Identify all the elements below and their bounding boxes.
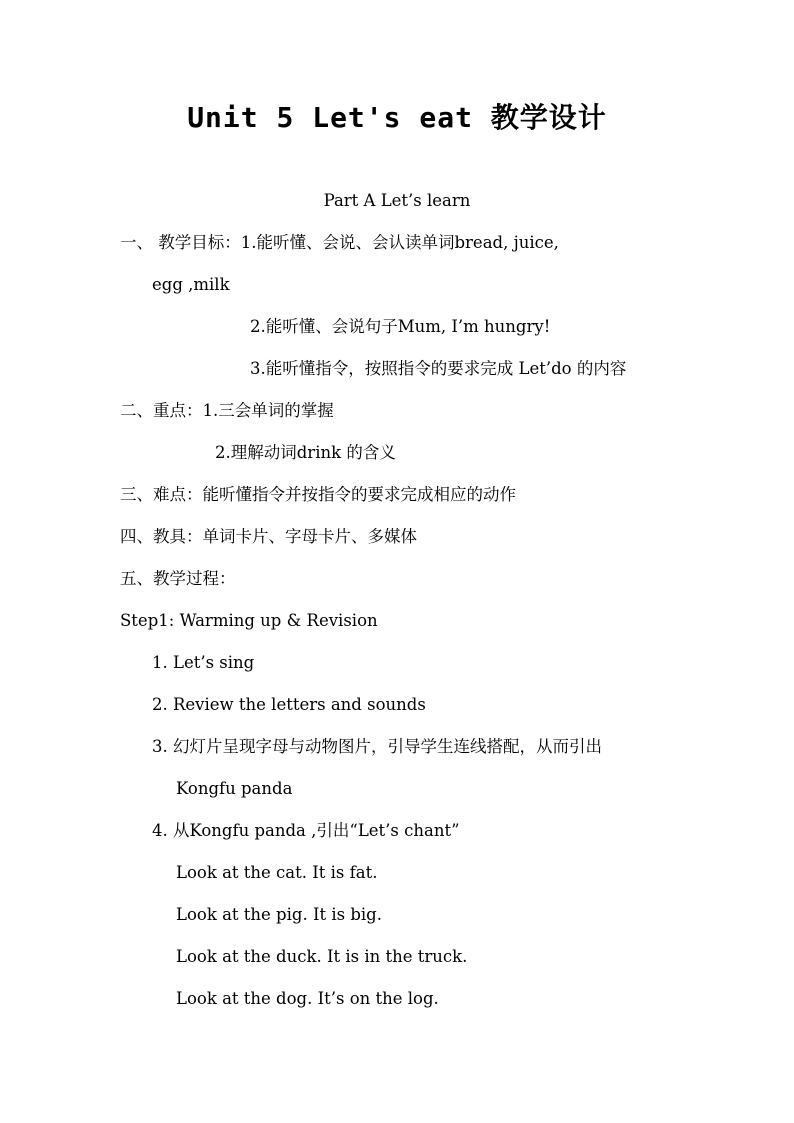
step-item-continuation: Kongfu panda: [176, 779, 293, 798]
step1-heading: Step1: Warming up & Revision: [120, 611, 378, 630]
step-item: 3. 幻灯片呈现字母与动物图片，引导学生连线搭配，从而引出: [152, 737, 602, 756]
key-points-line: 二、重点：1.三会单词的掌握: [120, 401, 334, 420]
teaching-aids-line: 四、教具：单词卡片、字母卡片、多媒体: [120, 527, 417, 546]
chant-line: Look at the pig. It is big.: [176, 905, 382, 924]
objectives-line: 一、 教学目标：1.能听懂、会说、会认读单词bread, juice,: [120, 233, 559, 252]
chant-line: Look at the cat. It is fat.: [176, 863, 378, 882]
step-item: 1. Let’s sing: [152, 653, 255, 672]
chant-line: Look at the duck. It is in the truck.: [176, 947, 468, 966]
objectives-continuation: egg ,milk: [152, 275, 230, 294]
document-title: Unit 5 Let's eat 教学设计: [187, 101, 607, 134]
difficulties-line: 三、难点：能听懂指令并按指令的要求完成相应的动作: [120, 485, 516, 504]
step-item: 4. 从Kongfu panda ,引出“Let’s chant”: [152, 821, 460, 840]
objective-item-2: 2.能听懂、会说句子Mum, I’m hungry!: [250, 317, 551, 336]
objective-item-3: 3.能听懂指令，按照指令的要求完成 Let’do 的内容: [250, 359, 627, 378]
section-subtitle: Part A Let’s learn: [323, 191, 471, 210]
key-point-item-2: 2.理解动词drink 的含义: [215, 443, 396, 462]
step-item: 2. Review the letters and sounds: [152, 695, 426, 714]
teaching-process-heading: 五、教学过程：: [120, 569, 236, 588]
chant-line: Look at the dog. It’s on the log.: [176, 989, 439, 1008]
